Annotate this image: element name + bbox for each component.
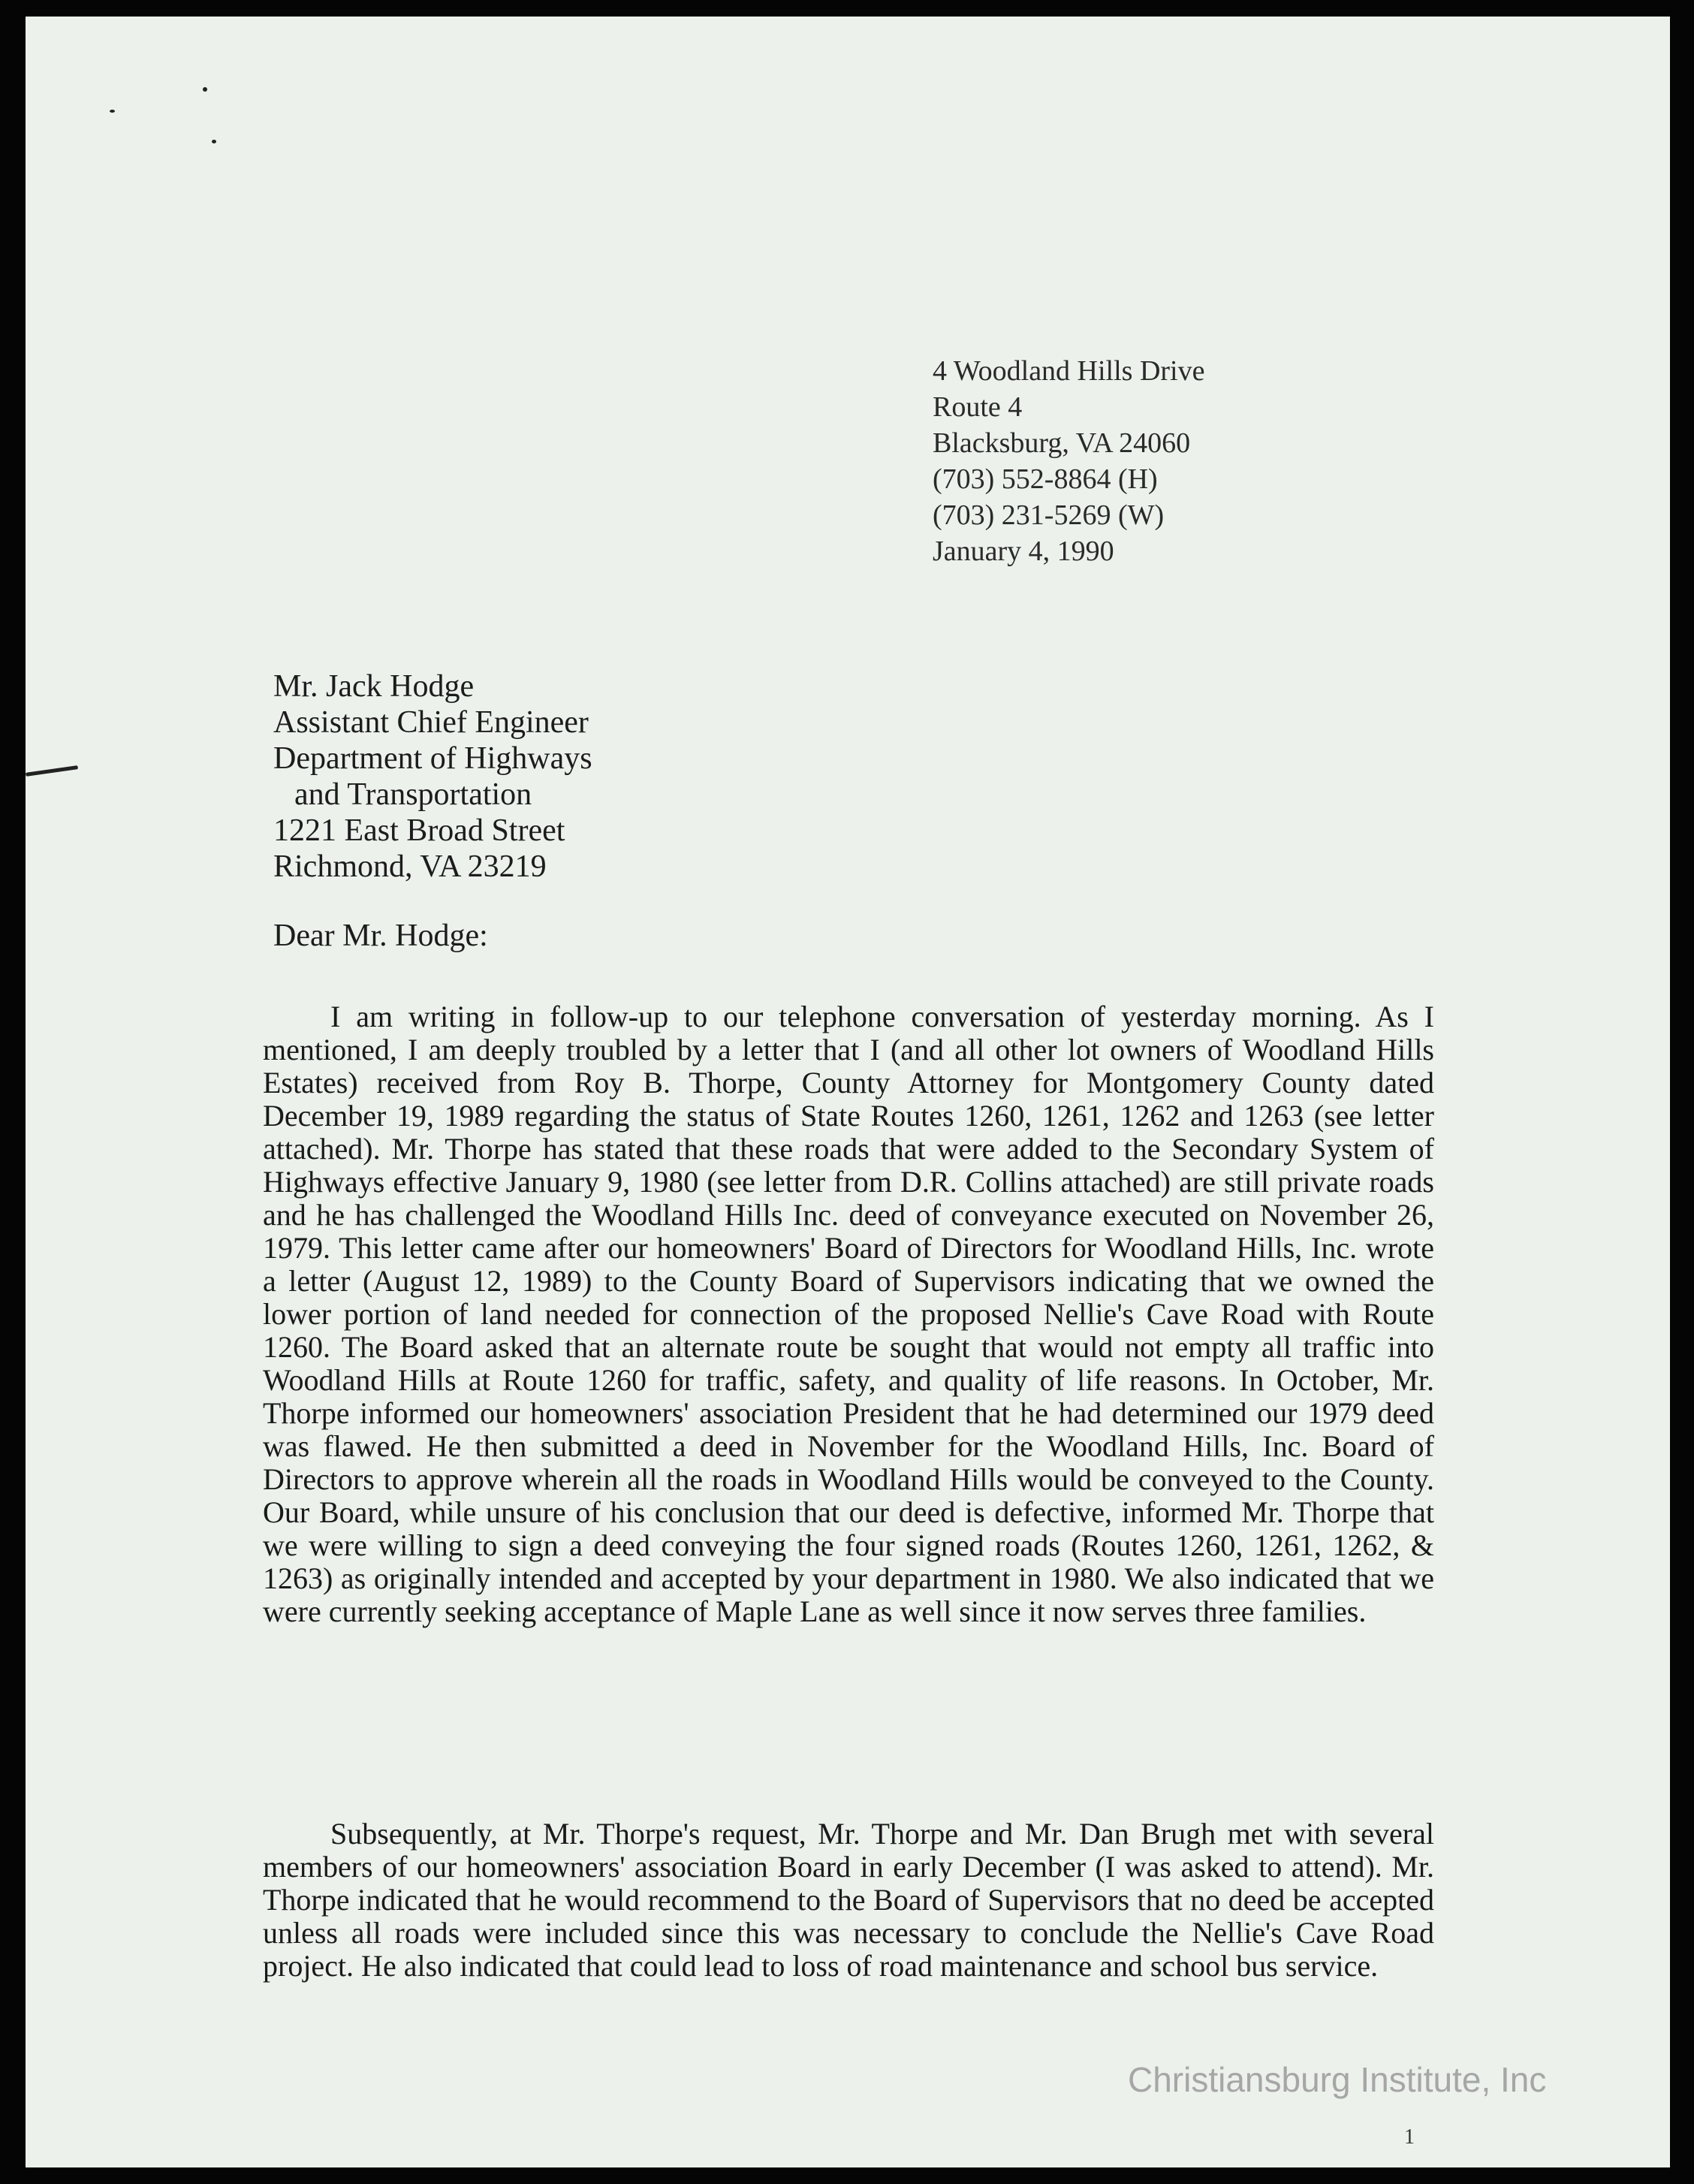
return-address bbox=[933, 353, 1204, 569]
return-address-line: 4 Woodland Hills Drive bbox=[933, 355, 1205, 387]
recipient-title: Assistant Chief Engineer bbox=[273, 705, 589, 740]
paper-speck bbox=[203, 87, 207, 92]
salutation: Dear Mr. Hodge: bbox=[273, 919, 488, 953]
paragraph-text: I am writing in follow-up to our telephone conversation of yesterday morning. As I mentioned, I am deeply troubled by a letter that I (and all other lot owners of Woodland Hills Estates) received from Roy B. Thorpe, County Attorney for Montgomery County dated December 19, 1989 regarding the status of State Routes 1260, 1261, 1262 and 1263 (see letter attached). Mr. Thorpe has stated that these roads that were added to the Secondary System of Highways effective January 9, 1980 (see letter from D.R. Collins attached) are still private roads and he has challenged the Woodland Hills Inc. deed of conveyance executed on November 26, 1979. This letter came after our homeowners' Board of Directors for Woodland Hills, Inc. wrote a letter (August 12, 1989) to the County Board of Supervisors indicating that we owned the lower portion of land needed for connection of the proposed Nellie's Cave Road with Route 1260. The Board asked that an alternate route be sought that would not empty all traffic into Woodland Hills at Route 1260 for traffic, safety, and quality of life reasons. In October, Mr. Thorpe informed our homeowners' association President that he had determined our 1979 deed was flawed. He then submitted a deed in November for the Woodland Hills, Inc. Board of Directors to approve wherein all the roads in Woodland Hills would be conveyed to the County. Our Board, while unsure of his conclusion that our deed is defective, informed Mr. Thorpe that we were willing to sign a deed conveying the four signed roads (Routes 1260, 1261, 1262, & 1263) as originally intended and accepted by your department in 1980. We also indicated that we were currently seeking acceptance of Maple Lane as well since it now serves three families. bbox=[263, 1000, 1434, 1628]
recipient-department: Department of Highways bbox=[273, 741, 592, 776]
return-address-line: (703) 552-8864 (H) bbox=[933, 463, 1158, 495]
paper-mark bbox=[26, 765, 78, 777]
paper-speck bbox=[212, 140, 216, 143]
letter-page bbox=[26, 17, 1670, 2167]
recipient-address bbox=[273, 668, 592, 885]
paragraph-text: Subsequently, at Mr. Thorpe's request, Mr. Thorpe and Mr. Dan Brugh met with several members of our homeowners' association Board in early December (I was asked to attend). Mr. Thorpe indicated that he would recommend to the Board of Supervisors that no deed be accepted unless all roads were included since this was necessary to conclude the Nellie's Cave Road project. He also indicated that could lead to loss of road maintenance and school bus service. bbox=[263, 1817, 1434, 1983]
watermark: Christiansburg Institute, Inc bbox=[1128, 2060, 1547, 2099]
recipient-name: Mr. Jack Hodge bbox=[273, 669, 475, 704]
return-address-line: Blacksburg, VA 24060 bbox=[933, 427, 1191, 459]
return-address-line: Route 4 bbox=[933, 391, 1023, 423]
body-paragraph-2 bbox=[263, 1817, 1434, 1983]
return-address-line: (703) 231-5269 (W) bbox=[933, 499, 1165, 531]
page-number: 1 bbox=[1404, 2125, 1415, 2149]
recipient-city: Richmond, VA 23219 bbox=[273, 849, 547, 884]
body-paragraph-1 bbox=[263, 1000, 1434, 1628]
recipient-department-cont: and Transportation bbox=[294, 777, 532, 812]
paper-speck bbox=[110, 110, 115, 113]
letter-date: January 4, 1990 bbox=[933, 535, 1114, 567]
recipient-street: 1221 East Broad Street bbox=[273, 813, 565, 848]
